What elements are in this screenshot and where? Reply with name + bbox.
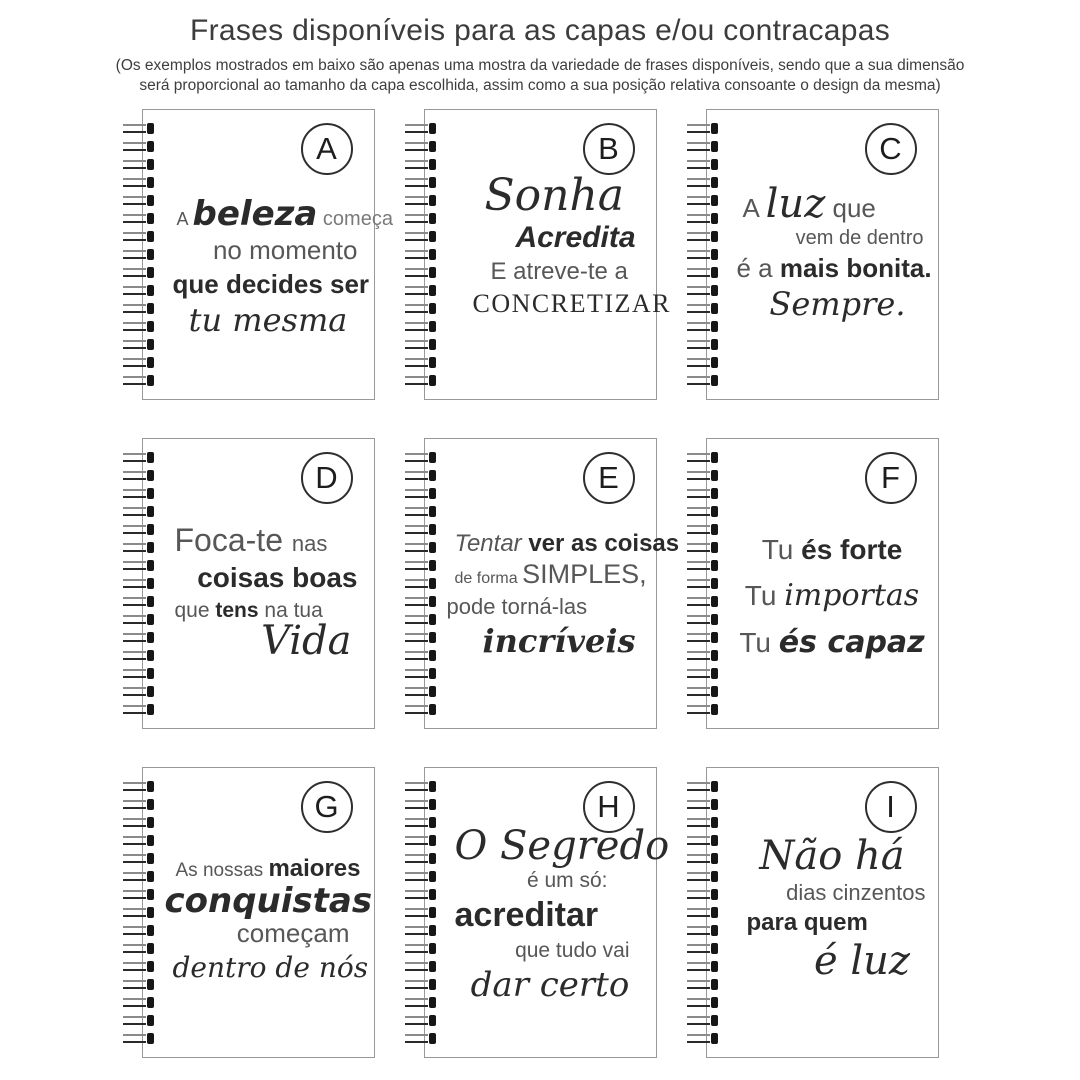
spiral-ring [687,907,718,918]
phrase-segment: Foca-te [174,521,292,558]
cover-letter: C [879,131,902,167]
spiral-ring [405,452,436,463]
phrase-segment: Sempre. [769,285,906,324]
spiral-ring [123,781,154,792]
spiral-ring [123,871,154,882]
phrase-segment: é um só: [526,868,608,892]
spiral-ring [405,159,436,170]
phrase-line [455,939,646,962]
letter-badge [583,123,635,175]
spiral-ring [687,1033,718,1044]
spiral-ring [405,817,436,828]
notebook-cover-i [706,767,939,1058]
cover-letter: F [881,460,900,496]
spiral-ring [687,1015,718,1026]
spiral-ring [687,123,718,134]
spiral-ring [687,632,718,643]
spiral-ring [123,907,154,918]
spiral-ring [123,357,154,368]
spiral-ring [687,141,718,152]
phrase-line [164,881,373,922]
spiral-ring [405,704,436,715]
spiral-ring [687,213,718,224]
phrase-line [172,268,370,299]
spiral-ring [123,524,154,535]
spiral-ring [123,853,154,864]
phrase-line [736,252,932,283]
notebook-cover-b [424,109,671,400]
spiral-ring [123,578,154,589]
spiral-ring [687,650,718,661]
phrase-segment: ver as coisas [528,529,680,557]
spiral-ring [687,303,718,314]
spiral-ring [405,871,436,882]
phrase-line [737,227,928,249]
spiral-ring [687,177,718,188]
cover-letter: D [315,460,338,496]
spiral-binding [123,781,154,1044]
spiral-binding [687,452,718,715]
spiral-ring [405,506,436,517]
spiral-ring [123,249,154,260]
spiral-ring [405,979,436,990]
cover-phrase [455,169,671,324]
phrase-segment: que tudo vai [515,939,630,963]
phrase-segment: Vida [261,617,352,664]
spiral-ring [123,686,154,697]
spiral-binding [123,452,154,715]
phrase-segment: SIMPLES, [522,559,647,590]
spiral-ring [405,997,436,1008]
phrase-segment: E atreve-te a [490,258,628,286]
letter-badge [301,123,353,175]
notebook-cover-a [142,109,393,400]
spiral-ring [123,267,154,278]
spiral-ring [687,267,718,278]
spiral-ring [687,781,718,792]
spiral-ring [123,1015,154,1026]
phrase-segment: acreditar [454,895,599,934]
phrase-segment: Sonha [484,169,625,221]
spiral-ring [687,339,718,350]
spiral-ring [405,632,436,643]
spiral-ring [405,213,436,224]
spiral-ring [687,159,718,170]
spiral-ring [687,452,718,463]
spiral-ring [123,997,154,1008]
spiral-ring [687,542,718,553]
spiral-ring [687,506,718,517]
phrase-line [455,221,646,254]
phrase-line [737,881,928,905]
spiral-ring [123,668,154,679]
spiral-ring [405,578,436,589]
cover-letter: H [597,789,620,825]
spiral-ring [123,632,154,643]
letter-badge [301,781,353,833]
phrase-line [455,869,646,892]
spiral-ring [405,249,436,260]
spiral-ring [687,375,718,386]
spiral-ring [123,925,154,936]
spiral-ring [687,925,718,936]
spiral-ring [405,961,436,972]
phrase-segment: pode torná-las [446,593,588,619]
spiral-ring [687,799,718,810]
phrase-line [737,910,928,936]
phrase-line [737,939,928,983]
spiral-ring [405,141,436,152]
letter-badge [865,452,917,504]
spiral-ring [123,231,154,242]
spiral-binding [405,123,436,386]
phrase-line [737,182,928,226]
spiral-ring [123,542,154,553]
spiral-ring [687,195,718,206]
spiral-ring [123,704,154,715]
page-subtitle-line2: será proporcional ao tamanho da capa escolhida, assim como a sua posição relativa consoante o design da mesma) [139,76,941,94]
spiral-ring [687,614,718,625]
spiral-ring [405,925,436,936]
spiral-ring [405,596,436,607]
spiral-ring [405,542,436,553]
spiral-ring [687,321,718,332]
spiral-ring [405,339,436,350]
spiral-ring [687,560,718,571]
phrase-segment: incríveis [482,621,636,660]
phrase-segment: vem de dentro [795,226,924,249]
spiral-ring [405,470,436,481]
spiral-ring [405,560,436,571]
spiral-ring [687,231,718,242]
spiral-ring [405,123,436,134]
phrase-segment: é a [736,252,780,283]
spiral-ring [405,488,436,499]
letter-badge [865,123,917,175]
phrase-line [173,856,364,882]
phrase-line [455,169,646,221]
phrase-segment: maiores [268,854,361,882]
spiral-ring [123,835,154,846]
spiral-ring [687,488,718,499]
spiral-ring [405,668,436,679]
phrase-line [455,259,646,285]
phrase-line [737,626,928,659]
phrase-line [737,287,928,322]
phrase-segment: no momento [212,235,358,266]
phrase-segment: tens [215,598,259,622]
spiral-ring [405,303,436,314]
page-title: Frases disponíveis para as capas e/ou contracapas [189,14,891,47]
spiral-ring [687,817,718,828]
spiral-ring [123,817,154,828]
spiral-ring [123,159,154,170]
phrase-line [737,579,928,612]
spiral-ring [123,285,154,296]
phrase-segment: na tua [258,598,323,622]
spiral-binding [123,123,154,386]
phrase-segment: Tu [744,580,785,612]
phrase-line [455,621,646,660]
spiral-ring [687,961,718,972]
notebook-cover-c [706,109,939,400]
spiral-ring [405,686,436,697]
spiral-ring [123,321,154,332]
spiral-ring [405,650,436,661]
phrase-segment: As nossas [175,859,269,881]
phrase-segment: conquistas [164,881,373,922]
covers-grid [0,109,1080,1058]
spiral-ring [405,177,436,188]
spiral-ring [123,123,154,134]
phrase-segment: Não há [759,832,905,879]
spiral-ring [405,321,436,332]
spiral-ring [687,470,718,481]
phrase-line [173,919,364,948]
spiral-binding [405,452,436,715]
spiral-ring [123,560,154,571]
spiral-ring [687,943,718,954]
letter-badge [583,452,635,504]
spiral-ring [405,889,436,900]
phrase-line [173,563,364,594]
spiral-ring [405,943,436,954]
phrase-line [173,303,364,338]
spiral-ring [123,452,154,463]
spiral-ring [123,650,154,661]
page-header [0,0,1080,96]
spiral-ring [123,979,154,990]
spiral-ring [405,231,436,242]
phrase-segment: O Segredo [454,822,670,869]
cover-phrase [172,193,393,344]
phrase-line [172,951,369,985]
spiral-ring [123,889,154,900]
phrase-segment: és forte [801,533,903,565]
phrase-segment: luz [765,180,826,227]
phrase-segment: que [174,598,216,622]
cover-phrase [446,529,680,664]
cover-letter: A [316,131,337,167]
phrase-segment: começa [317,207,393,230]
notebook-cover-f [706,438,939,729]
spiral-ring [687,285,718,296]
phrase-line [455,560,646,590]
spiral-ring [405,524,436,535]
spiral-ring [405,1015,436,1026]
spiral-ring [405,799,436,810]
spiral-ring [405,357,436,368]
spiral-ring [687,853,718,864]
spiral-ring [687,704,718,715]
phrase-segment: importas [784,578,920,614]
phrase-segment: Tu [761,533,802,565]
phrase-line [455,897,646,934]
cover-letter: E [598,460,619,496]
phrase-segment: tu mesma [188,301,348,340]
spiral-ring [123,339,154,350]
phrase-line [454,529,680,557]
phrase-segment: começam [236,918,350,949]
phrase-segment: dar certo [470,965,630,1006]
phrase-segment: dias cinzentos [786,879,926,905]
letter-badge [301,452,353,504]
phrase-line [173,523,364,558]
spiral-ring [405,285,436,296]
phrase-line [447,595,646,619]
spiral-ring [123,375,154,386]
spiral-ring [123,961,154,972]
spiral-ring [687,997,718,1008]
phrase-segment: é luz [813,938,910,985]
phrase-segment: Acredita [515,221,636,255]
spiral-ring [405,375,436,386]
notebook-cover-e [424,438,680,729]
cover-phrase [164,854,373,989]
spiral-ring [123,470,154,481]
spiral-ring [687,357,718,368]
spiral-ring [123,488,154,499]
spiral-ring [687,686,718,697]
cover-phrase [173,523,364,668]
cover-phrase [454,822,670,1010]
phrase-segment: beleza [192,193,318,234]
spiral-ring [405,835,436,846]
phrase-segment: mais bonita. [779,252,932,283]
phrase-segment: que [825,192,876,223]
spiral-ring [123,1033,154,1044]
spiral-ring [405,853,436,864]
spiral-ring [687,871,718,882]
spiral-ring [123,506,154,517]
spiral-binding [405,781,436,1044]
cover-letter: G [314,789,339,825]
phrase-segment: Tentar [454,529,529,557]
spiral-ring [123,799,154,810]
spiral-ring [687,668,718,679]
spiral-ring [687,979,718,990]
phrase-segment: que decides ser [172,268,370,299]
spiral-ring [123,303,154,314]
spiral-ring [405,614,436,625]
spiral-ring [123,943,154,954]
spiral-ring [405,267,436,278]
phrase-segment: de forma [454,570,523,588]
spiral-ring [123,614,154,625]
spiral-ring [123,213,154,224]
spiral-ring [405,907,436,918]
spiral-ring [687,835,718,846]
phrase-segment: CONCRETIZAR [472,289,671,319]
spiral-ring [687,889,718,900]
spiral-ring [405,195,436,206]
spiral-ring [687,578,718,589]
phrase-segment: dentro de nós [172,951,369,985]
spiral-ring [405,781,436,792]
spiral-ring [687,524,718,535]
phrase-line [173,619,364,663]
page-subtitle-line1: (Os exemplos mostrados em baixo são apenas uma mostra da variedade de frases disponíveis, sendo que a sua dimensão [115,57,965,74]
cover-letter: B [598,131,619,167]
phrase-line [173,193,393,234]
spiral-binding [687,781,718,1044]
notebook-cover-h [424,767,670,1058]
notebook-cover-g [142,767,375,1058]
cover-phrase [737,535,928,674]
spiral-binding [687,123,718,386]
phrase-segment: A [176,208,193,229]
phrase-line [455,967,646,1004]
page-subtitle [0,56,1080,96]
phrase-line [454,822,670,869]
phrase-line [737,535,928,566]
spiral-ring [123,596,154,607]
spiral-ring [123,141,154,152]
spiral-ring [687,596,718,607]
phrase-segment: nas [291,530,328,556]
spiral-ring [405,1033,436,1044]
spiral-ring [123,195,154,206]
phrase-segment: és capaz [778,625,925,661]
phrase-segment: Tu [739,627,779,659]
phrase-line [737,834,928,878]
letter-badge [865,781,917,833]
cover-phrase [736,180,932,328]
phrase-line [455,289,671,319]
spiral-ring [687,249,718,260]
spiral-ring [123,177,154,188]
phrase-segment: para quem [746,908,868,936]
phrase-segment: coisas boas [197,561,358,593]
phrase-line [173,236,364,265]
notebook-cover-d [142,438,375,729]
cover-phrase [737,834,928,989]
cover-letter: I [886,789,895,825]
phrase-segment: A [742,192,766,223]
